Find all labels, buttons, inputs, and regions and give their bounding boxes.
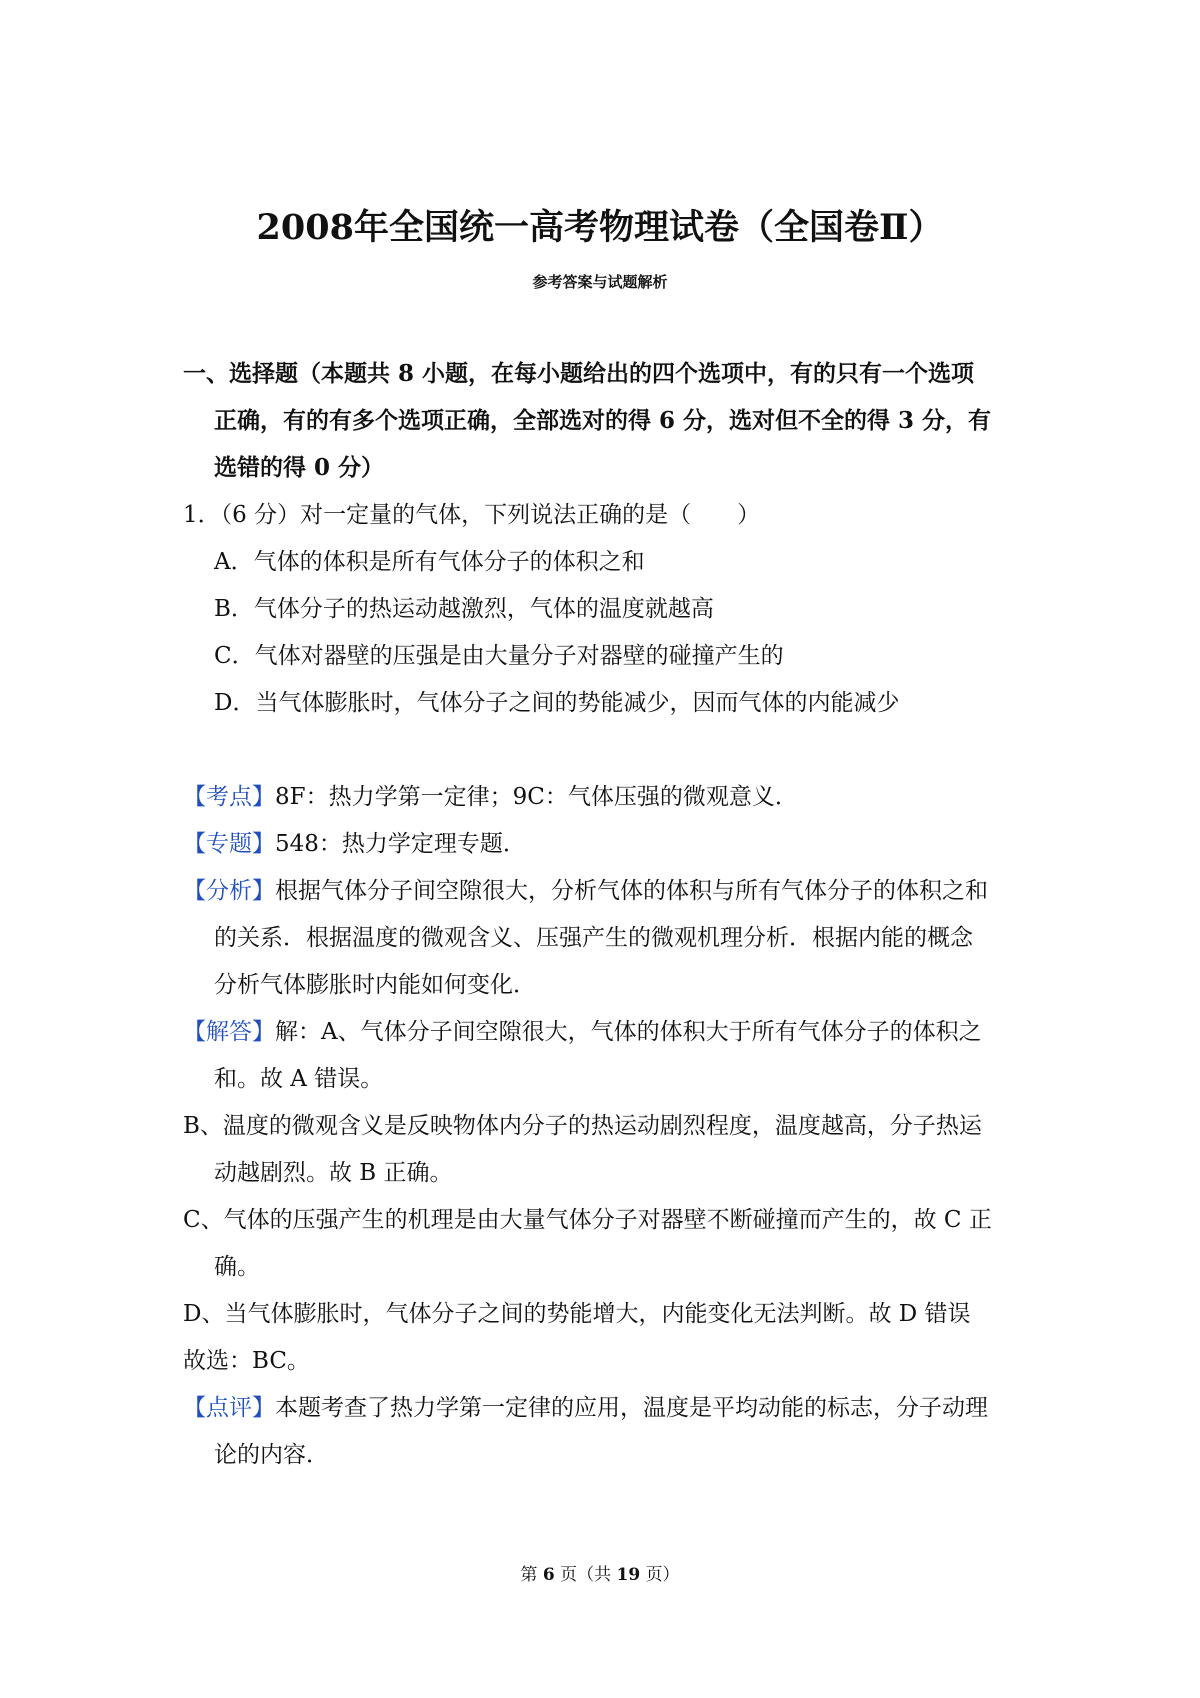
footer-total-pages: 19 [616, 1565, 641, 1585]
page-footer [0, 1563, 1200, 1587]
dianping-tag: 【点评】 [183, 1395, 275, 1421]
jieda-tag: 【解答】 [183, 1019, 275, 1045]
page-subtitle: 参考答案与试题解析 [532, 273, 668, 291]
section-heading-line-1: 一、选择题（本题共 8 小题，在每小题给出的四个选项中，有的只有一个选项 [183, 360, 975, 387]
option-b: B．气体分子的热运动越激烈，气体的温度就越高 [214, 596, 714, 622]
question-stem: 1．（6 分）对一定量的气体，下列说法正确的是（ ） [183, 502, 761, 528]
jieda-line-2: 和。故 A 错误。 [214, 1066, 384, 1092]
kaodian-line [183, 781, 1023, 813]
option-c: C．气体对器壁的压强是由大量分子对器壁的碰撞产生的 [214, 643, 784, 669]
footer-mid: 页（共 [560, 1565, 612, 1585]
fenxi-line-1 [183, 875, 1023, 907]
dianping-line-2: 论的内容． [214, 1442, 329, 1468]
dianping-line-1 [183, 1392, 1023, 1424]
zhuanti-tag: 【专题】 [183, 831, 275, 857]
jieda-line-1 [183, 1016, 1023, 1048]
option-d: D．当气体膨胀时，气体分子之间的势能减少，因而气体的内能减少 [214, 690, 900, 716]
answer-line: 故选：BC。 [183, 1348, 310, 1374]
kaodian-tag: 【考点】 [183, 784, 275, 810]
explain-b-line-2: 动越剧烈。故 B 正确。 [214, 1160, 453, 1186]
fenxi-tag: 【分析】 [183, 878, 275, 904]
explain-c-line-1: C、气体的压强产生的机理是由大量气体分子对器壁不断碰撞而产生的，故 C 正 [183, 1207, 992, 1233]
page-title: 2008年全国统一高考物理试卷（全国卷Ⅱ） [256, 207, 944, 248]
fenxi-text-1: 根据气体分子间空隙很大，分析气体的体积与所有气体分子的体积之和 [275, 878, 988, 904]
footer-page-number: 6 [542, 1565, 555, 1585]
explain-b-line-1: B、温度的微观含义是反映物体内分子的热运动剧烈程度，温度越高，分子热运 [183, 1113, 982, 1139]
zhuanti-text: 548：热力学定理专题． [275, 831, 526, 857]
section-heading-line-3: 选错的得 0 分） [214, 454, 385, 481]
jieda-text-1: 解：A、气体分子间空隙很大，气体的体积大于所有气体分子的体积之 [275, 1019, 982, 1045]
explain-c-line-2: 确。 [214, 1254, 260, 1280]
fenxi-line-3: 分析气体膨胀时内能如何变化． [214, 972, 536, 998]
dianping-text-1: 本题考查了热力学第一定律的应用，温度是平均动能的标志，分子动理 [275, 1395, 988, 1421]
section-heading-line-2: 正确，有的有多个选项正确，全部选对的得 6 分，选对但不全的得 3 分，有 [214, 407, 992, 434]
option-a: A．气体的体积是所有气体分子的体积之和 [214, 549, 645, 575]
fenxi-line-2: 的关系．根据温度的微观含义、压强产生的微观机理分析．根据内能的概念 [214, 925, 973, 951]
kaodian-text: 8F：热力学第一定律；9C：气体压强的微观意义． [275, 784, 798, 810]
zhuanti-line [183, 828, 1023, 860]
explain-d-line: D、当气体膨胀时，气体分子之间的势能增大，内能变化无法判断。故 D 错误 [183, 1301, 971, 1327]
footer-prefix: 第 [520, 1565, 538, 1585]
footer-suffix: 页） [645, 1565, 680, 1585]
